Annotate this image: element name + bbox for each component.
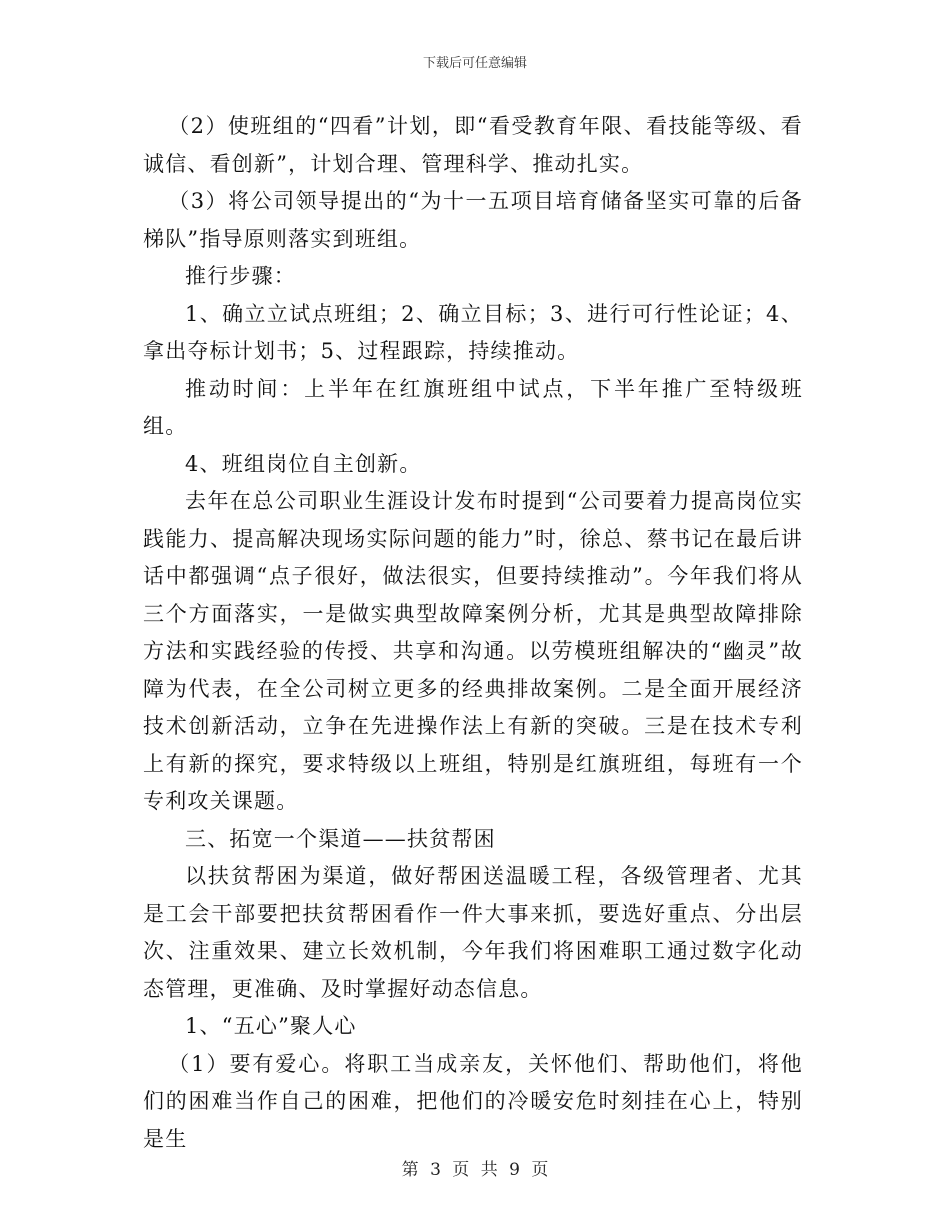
paragraph-0: （2）使班组的“四看”计划，即“看受教育年限、看技能等级、看诚信、看创新”，计划合理、管理科学、推动扎实。 — [143, 114, 803, 176]
paragraph-4: 推动时间：上半年在红旗班组中试点，下半年推广至特级班组。 — [143, 376, 803, 438]
paragraph-2: 推行步骤： — [185, 264, 296, 288]
page-header: 下载后可任意编辑 — [422, 56, 527, 71]
subsection-heading: 1、“五心”聚人心 — [185, 1014, 357, 1038]
section-heading: 三、拓宽一个渠道——扶贫帮困 — [185, 826, 496, 851]
paragraph-8: 以扶贫帮困为渠道，做好帮困送温暖工程，各级管理者、尤其是工会干部要把扶贫帮困看作一件大事来抓，要选好重点、分出层次、注重效果、建立长效机制，今年我们将困难职工通过数字化动态管理，更准确、及时掌握好动态信息。 — [143, 864, 803, 1001]
paragraph-6: 去年在总公司职业生涯设计发布时提到“公司要着力提高岗位实践能力、提高解决现场实际问题的能力”时，徐总、蔡书记在最后讲话中都强调“点子很好，做法很实，但要持续推动”。今年我们将从三个方面落实，一是做实典型故障案例分析，尤其是典型故障排除方法和实践经验的传授、共享和沟通。以劳模班组解决的“幽灵”故障为代表，在全公司树立更多的经典排故案例。二是全面开展经济技术创新活动，立争在先进操作法上有新的突破。三是在技术专利上有新的探究，要求特级以上班组，特别是红旗班组，每班有一个专利攻关课题。 — [143, 489, 803, 813]
paragraph-10: （1）要有爱心。将职工当成亲友，关怀他们、帮助他们，将他们的困难当作自己的困难，把他们的冷暖安危时刻挂在心上，特别是生 — [143, 1051, 803, 1151]
paragraph-1: （3）将公司领导提出的“为十一五项目培育储备坚实可靠的后备梯队”指导原则落实到班组。 — [143, 189, 803, 251]
paragraph-3: 1、确立立试点班组；2、确立目标；3、进行可行性论证；4、拿出夺标计划书；5、过程跟踪，持续推动。 — [143, 301, 803, 363]
paragraph-5: 4、班组岗位自主创新。 — [185, 451, 422, 476]
document-body — [143, 108, 803, 1158]
page-footer: 第 3 页 共 9 页 — [401, 1160, 549, 1180]
